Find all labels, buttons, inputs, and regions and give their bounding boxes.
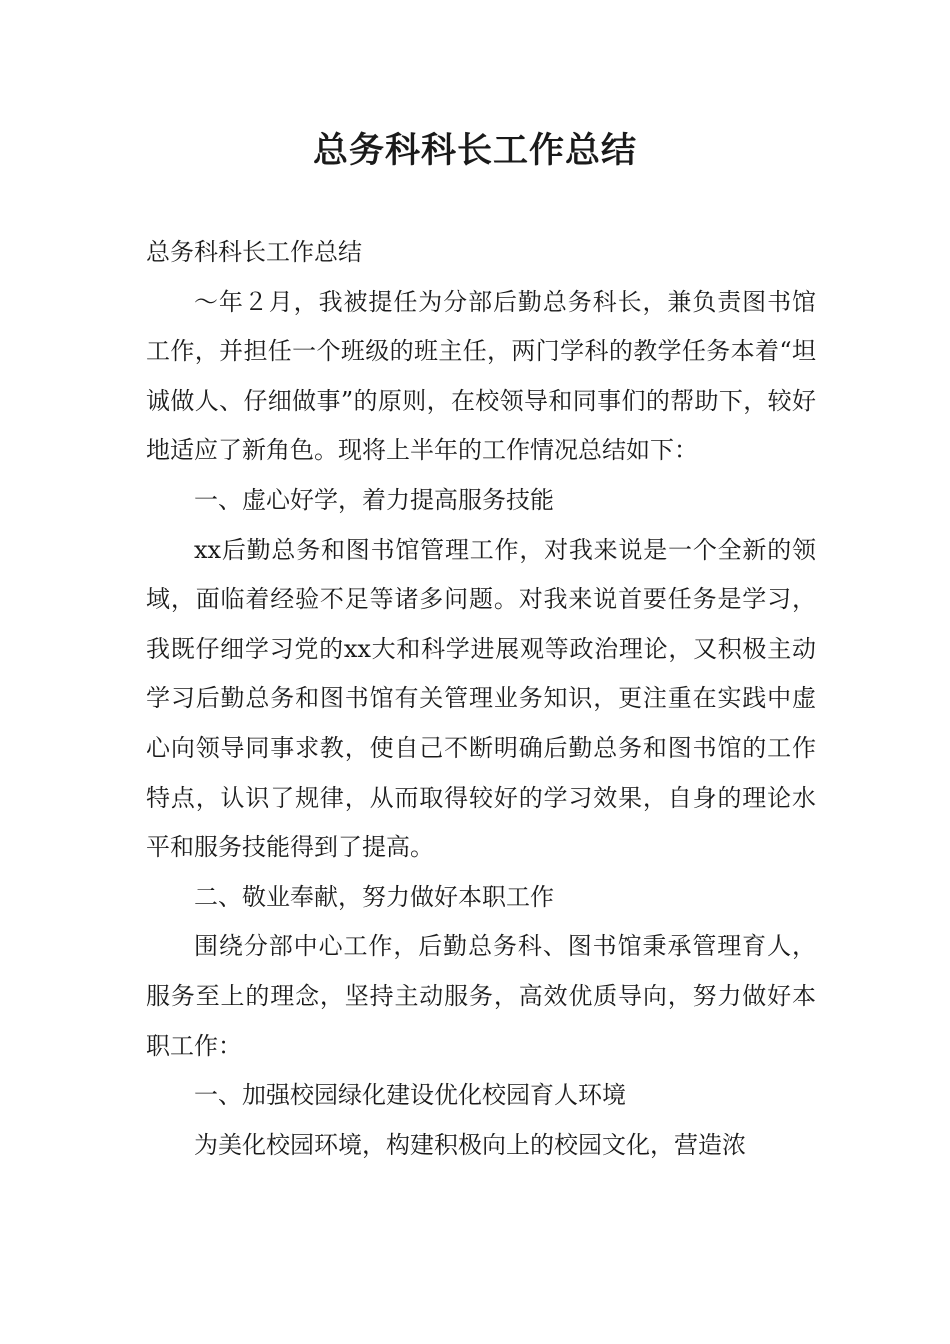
paragraph-duty: 围绕分部中心工作，后勤总务科、图书馆秉承管理育人，服务至上的理念，坚持主动服务，高效优质导向，努力做好本职工作： xyxy=(146,932,816,1060)
document-title: 总务科科长工作总结 xyxy=(312,131,637,171)
section-heading-2: 二、敬业奉献，努力做好本职工作 xyxy=(194,882,554,911)
paragraph-subtitle: 总务科科长工作总结 xyxy=(146,238,362,266)
section-heading-1: 一、虚心好学，着力提高服务技能 xyxy=(194,485,554,514)
document-body xyxy=(146,228,816,1170)
paragraph-campus: 为美化校园环境，构建积极向上的校园文化，营造浓 xyxy=(194,1130,746,1159)
paragraph-study: xx后勤总务和图书馆管理工作，对我来说是一个全新的领域，面临着经验不足等诸多问题。对我来说首要任务是学习，我既仔细学习党的xx大和科学进展观等政治理论，又积极主动学习后勤总务和图书馆有关管理业务知识，更注重在实践中虚心向领导同事求教，使自己不断明确后勤总务和图书馆的工作特点，认识了规律，从而取得较好的学习效果，自身的理论水平和服务技能得到了提高。 xyxy=(146,535,816,862)
paragraph-intro: ～年２月，我被提任为分部后勤总务科长，兼负责图书馆工作，并担任一个班级的班主任，两门学科的教学任务本着“坦诚做人、仔细做事”的原则，在校领导和同事们的帮助下，较好地适应了新角色。现将上半年的工作情况总结如下： xyxy=(146,287,816,465)
section-heading-3: 一、加强校园绿化建设优化校园育人环境 xyxy=(194,1081,626,1110)
